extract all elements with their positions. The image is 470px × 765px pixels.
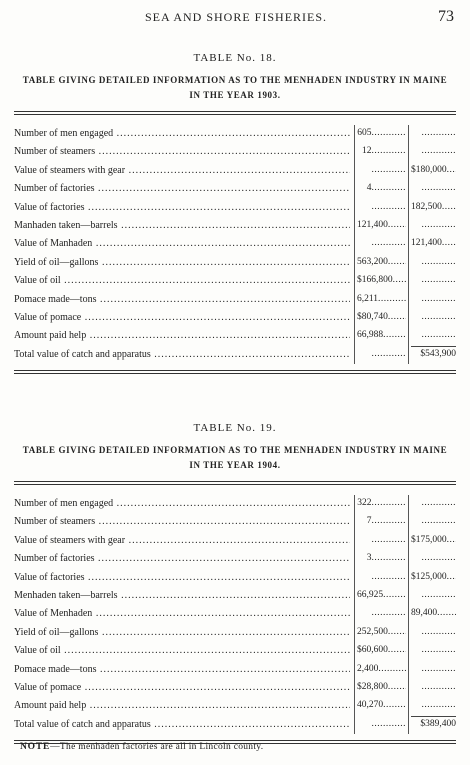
table-caption: TABLE GIVING DETAILED INFORMATION AS TO THE MENHADEN INDUSTRY IN MAINE IN THE YEAR 1904. xyxy=(22,445,448,470)
value-cell xyxy=(411,664,456,678)
table-row xyxy=(14,513,456,531)
quantity-cell: 3 ..... xyxy=(357,553,406,567)
table-body xyxy=(14,125,456,364)
value-cell xyxy=(411,220,456,234)
total-rule xyxy=(411,716,456,717)
row-label: Value of Manhaden ..... xyxy=(14,238,350,249)
value-cell xyxy=(411,553,456,567)
table-row xyxy=(14,624,456,642)
quantity-cell: 322 ..... xyxy=(357,498,406,512)
table-row xyxy=(14,661,456,679)
value-cell xyxy=(411,294,456,308)
quantity-cell: 66,988 ..... xyxy=(357,330,406,344)
quantity-cell xyxy=(357,535,406,549)
note-text: —The menhaden factories are all in Lincoln county. xyxy=(50,742,264,752)
bottom-rule xyxy=(14,370,456,374)
row-label: Pomace made—tons ..... xyxy=(14,294,350,305)
table-row xyxy=(14,569,456,587)
table-row xyxy=(14,235,456,253)
row-label: Value of steamers with gear ..... xyxy=(14,535,350,546)
value-cell: 182,500 ..... xyxy=(411,202,456,216)
quantity-cell: 12 ..... xyxy=(357,146,406,160)
quantity-cell: 66,925 ..... xyxy=(357,590,406,604)
quantity-cell: 7 ..... xyxy=(357,516,406,530)
note-lead: NOTE xyxy=(20,742,51,752)
value-cell xyxy=(411,275,456,289)
page-number: 73 xyxy=(438,8,454,25)
row-label: Value of factories ..... xyxy=(14,572,350,583)
quantity-cell: 605 ..... xyxy=(357,128,406,142)
quantity-cell xyxy=(357,165,406,179)
row-label: Number of men engaged ..... xyxy=(14,498,350,509)
table-row xyxy=(14,162,456,180)
row-label: Value of pomace ..... xyxy=(14,312,350,323)
value-cell xyxy=(411,627,456,641)
row-label: Amount paid help ..... xyxy=(14,700,350,711)
table-row xyxy=(14,495,456,513)
value-cell xyxy=(411,183,456,197)
quantity-cell xyxy=(357,608,406,622)
row-label: Value of Menhaden ..... xyxy=(14,608,350,619)
quantity-cell: 4 ..... xyxy=(357,183,406,197)
value-cell xyxy=(411,516,456,530)
row-label: Total value of catch and apparatus ..... xyxy=(14,719,350,730)
quantity-cell: $166,800 ..... xyxy=(357,275,406,289)
value-cell xyxy=(411,700,456,714)
table-row xyxy=(14,125,456,143)
table-label: TABLE No. 18. xyxy=(193,52,277,64)
value-cell: $543,900 xyxy=(420,348,456,359)
table-row xyxy=(14,291,456,309)
top-rule xyxy=(14,481,456,485)
value-cell: $125,000 ..... xyxy=(411,572,456,586)
table-caption: TABLE GIVING DETAILED INFORMATION AS TO THE MENHADEN INDUSTRY IN MAINE IN THE YEAR 1903. xyxy=(22,75,448,100)
value-cell: $175,000 ..... xyxy=(411,535,456,549)
quantity-cell xyxy=(357,572,406,586)
footnote xyxy=(20,742,263,752)
running-title: SEA AND SHORE FISHERIES. xyxy=(145,10,328,24)
table-row xyxy=(14,327,456,345)
table-row xyxy=(14,679,456,697)
total-row xyxy=(14,346,456,364)
row-label: Number of steamers ..... xyxy=(14,146,350,157)
value-cell xyxy=(411,645,456,659)
table-row xyxy=(14,309,456,327)
row-label: Value of steamers with gear ..... xyxy=(14,165,350,176)
value-cell xyxy=(411,682,456,696)
value-cell: 89,400 ..... xyxy=(411,608,456,622)
table-row xyxy=(14,254,456,272)
top-rule xyxy=(14,111,456,115)
table-row xyxy=(14,642,456,660)
quantity-cell: 563,200 ..... xyxy=(357,257,406,271)
value-cell xyxy=(411,146,456,160)
row-label: Value of factories ..... xyxy=(14,202,350,213)
row-label: Value of oil ..... xyxy=(14,275,350,286)
row-label: Total value of catch and apparatus ..... xyxy=(14,349,350,360)
row-label: Number of men engaged ..... xyxy=(14,128,350,139)
row-label: Pomace made—tons ..... xyxy=(14,664,350,675)
row-label: Menhaden taken—barrels ..... xyxy=(14,590,350,601)
quantity-cell xyxy=(357,349,406,363)
value-cell: $389,400 xyxy=(420,718,456,729)
quantity-cell xyxy=(357,719,406,733)
table-row xyxy=(14,180,456,198)
table-row xyxy=(14,143,456,161)
quantity-cell: 6,211 ..... xyxy=(357,294,406,308)
running-head xyxy=(0,8,470,28)
row-label: Number of factories ..... xyxy=(14,183,350,194)
table-19 xyxy=(14,420,456,744)
table-row xyxy=(14,272,456,290)
row-label: Value of pomace ..... xyxy=(14,682,350,693)
total-rule xyxy=(411,346,456,347)
row-label: Yield of oil—gallons ..... xyxy=(14,627,350,638)
value-cell xyxy=(411,312,456,326)
table-label: TABLE No. 19. xyxy=(193,422,277,434)
value-cell xyxy=(411,590,456,604)
table-row xyxy=(14,605,456,623)
table-row xyxy=(14,550,456,568)
value-cell xyxy=(411,257,456,271)
value-cell: $180,000 ..... xyxy=(411,165,456,179)
row-label: Amount paid help ..... xyxy=(14,330,350,341)
table-row xyxy=(14,697,456,715)
value-cell xyxy=(411,330,456,344)
row-label: Yield of oil—gallons ..... xyxy=(14,257,350,268)
quantity-cell: $28,800 ..... xyxy=(357,682,406,696)
quantity-cell xyxy=(357,238,406,252)
quantity-cell: $60,600 ..... xyxy=(357,645,406,659)
value-cell xyxy=(411,128,456,142)
row-label: Manhaden taken—barrels ..... xyxy=(14,220,350,231)
quantity-cell xyxy=(357,202,406,216)
total-row xyxy=(14,716,456,734)
table-row xyxy=(14,199,456,217)
row-label: Number of factories ..... xyxy=(14,553,350,564)
value-cell xyxy=(411,498,456,512)
quantity-cell: 2,400 ..... xyxy=(357,664,406,678)
table-row xyxy=(14,587,456,605)
table-18 xyxy=(14,50,456,374)
table-row xyxy=(14,217,456,235)
row-label: Number of steamers ..... xyxy=(14,516,350,527)
row-label: Value of oil ..... xyxy=(14,645,350,656)
value-cell: 121,400 ..... xyxy=(411,238,456,252)
quantity-cell: $80,740 ..... xyxy=(357,312,406,326)
table-row xyxy=(14,532,456,550)
quantity-cell: 121,400 ..... xyxy=(357,220,406,234)
table-body xyxy=(14,495,456,734)
quantity-cell: 252,500 ..... xyxy=(357,627,406,641)
quantity-cell: 40,270 ..... xyxy=(357,700,406,714)
